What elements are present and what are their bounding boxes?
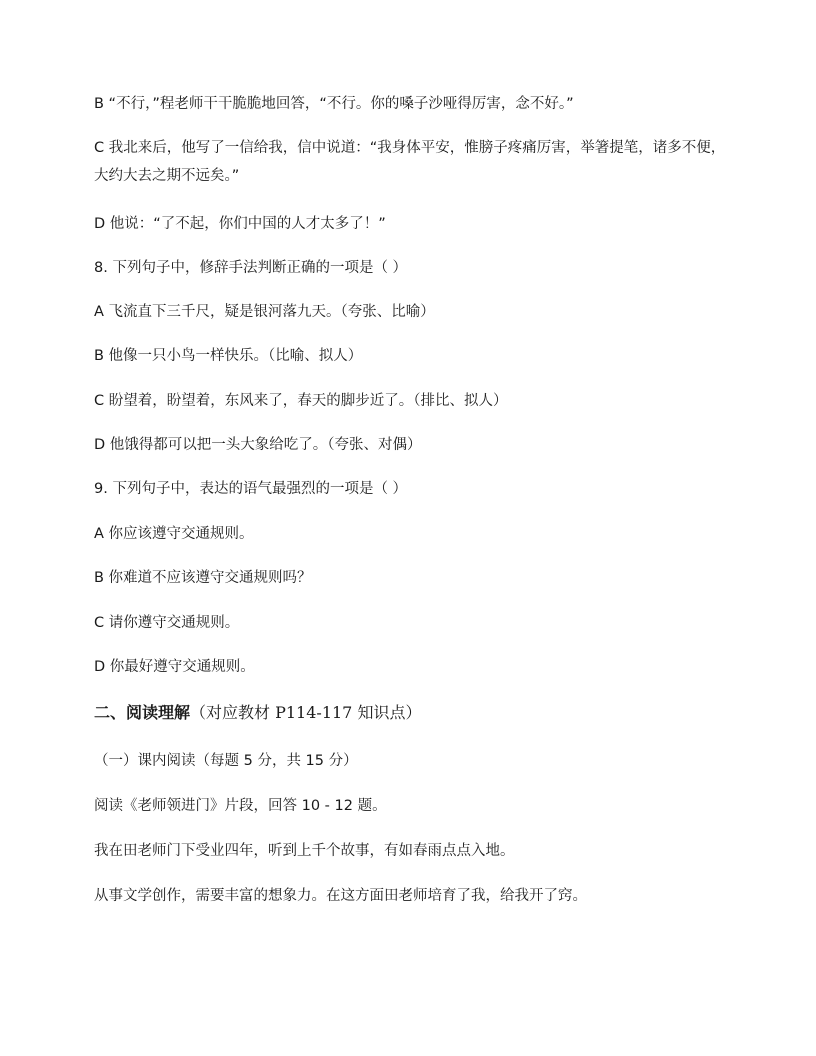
reading-instruction: 阅读《老师领进门》片段，回答 10 - 12 题。 <box>94 798 387 814</box>
q8-option-b: B 他像一只小鸟一样快乐。（比喻、拟人） <box>94 348 363 364</box>
reading-subsection-title: （一）课内阅读（每题 5 分，共 15 分） <box>94 753 358 769</box>
option-d-text: D 他说：“了不起，你们中国的人才太多了！” <box>94 216 386 232</box>
q8-option-d: D 他饿得都可以把一头大象给吃了。（夸张、对偶） <box>94 437 422 453</box>
passage-paragraph-2: 从事文学创作，需要丰富的想象力。在这方面田老师培育了我，给我开了窍。 <box>94 888 587 904</box>
passage-paragraph-1: 我在田老师门下受业四年，听到上千个故事，有如春雨点点入地。 <box>94 843 515 859</box>
q9-option-c: C 请你遵守交通规则。 <box>94 615 240 631</box>
q9-option-b: B 你难道不应该遵守交通规则吗？ <box>94 570 312 586</box>
option-b-text: B “不行，”程老师干干脆脆地回答，“不行。你的嗓子沙哑得厉害，念不好。” <box>94 96 574 112</box>
section-heading-sub: （对应教材 P114-117 知识点） <box>190 703 422 722</box>
question-9: 9. 下列句子中，表达的语气最强烈的一项是（ ） <box>94 481 408 497</box>
q8-option-a: A 飞流直下三千尺，疑是银河落九天。（夸张、比喻） <box>94 304 435 320</box>
question-8: 8. 下列句子中，修辞手法判断正确的一项是（ ） <box>94 260 408 276</box>
q9-option-d: D 你最好遵守交通规则。 <box>94 659 255 675</box>
option-c-text: C 我北来后，他写了一信给我，信中说道：“我身体平安，惟膀子疼痛厉害，举箸提笔，诸多不便，大约大去之期不远矣。” <box>94 140 726 184</box>
section-heading-title: 二、阅读理解 <box>94 703 191 722</box>
section-heading <box>94 703 734 723</box>
q8-option-c: C 盼望着，盼望着，东风来了，春天的脚步近了。（排比、拟人） <box>94 393 508 409</box>
q9-option-a: A 你应该遵守交通规则。 <box>94 526 254 542</box>
